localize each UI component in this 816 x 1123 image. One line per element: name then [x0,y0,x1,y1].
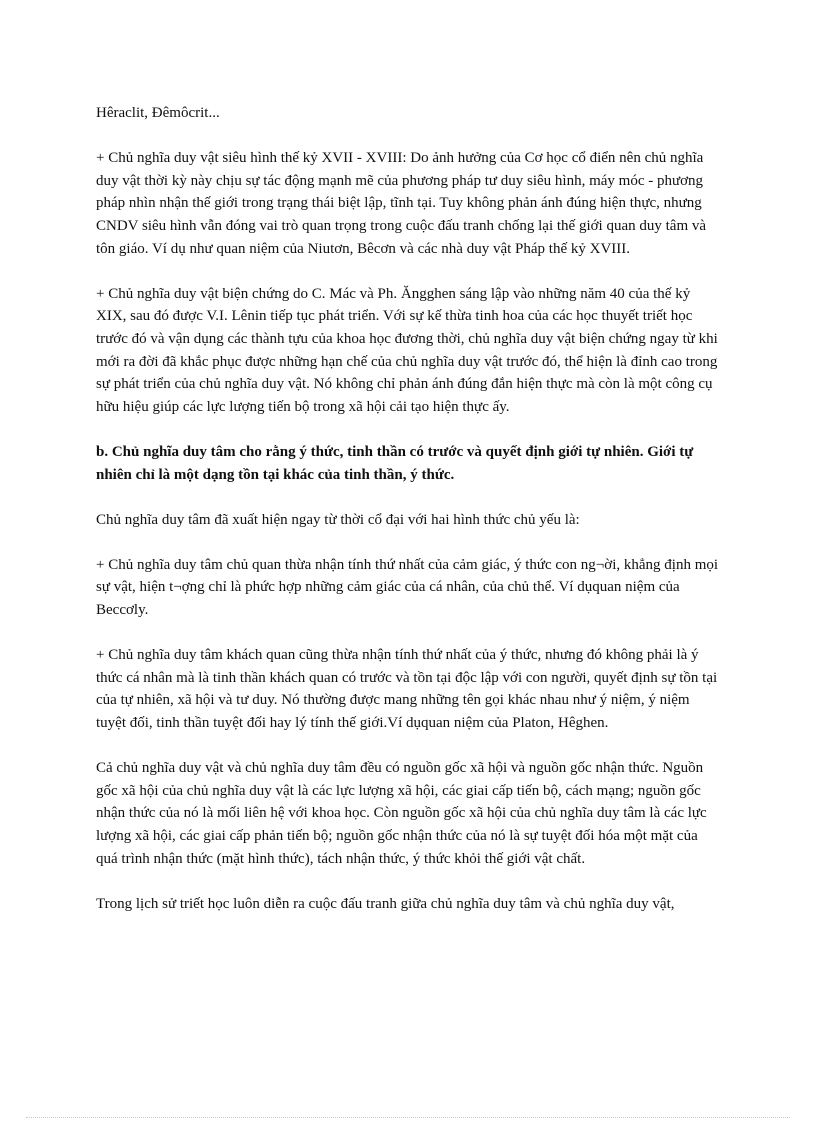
paragraph-1: Hêraclit, Đêmôcrit... [96,105,220,121]
paragraph-5: Chủ nghĩa duy tâm đã xuất hiện ngay từ thời cổ đại với hai hình thức chủ yếu là: [96,511,580,528]
paragraph-6: + Chủ nghĩa duy tâm chủ quan thừa nhận tính thứ nhất của cảm giác, ý thức con ng¬ời, khẳng định mọi sự vật, hiện t¬ợng chỉ là phức hợp những cảm giác của cá nhân, của chủ thể. Ví dụquan niệm của Beccơly. [96,556,719,619]
document-body [96,102,720,938]
paragraph-3: + Chủ nghĩa duy vật biện chứng do C. Mác và Ph. Ăngghen sáng lập vào những năm 40 của thế kỷ XIX, sau đó được V.I. Lênin tiếp tục phát triển. Với sự kế thừa tinh hoa của các học thuyết triết học trước đó và vận dụng các thành tựu của khoa học đương thời, chủ nghĩa duy vật biện chứng ngay từ khi mới ra đời đã khắc phục được những hạn chế của chủ nghĩa duy vật trước đó, thể hiện là đỉnh cao trong sự phát triển của chủ nghĩa duy vật. Nó không chỉ phản ánh đúng đắn hiện thực mà còn là một công cụ hữu hiệu giúp các lực lượng tiến bộ trong xã hội cải tạo hiện thực ấy. [96,285,718,415]
paragraph-8: Cả chủ nghĩa duy vật và chủ nghĩa duy tâm đều có nguồn gốc xã hội và nguồn gốc nhận thức. Nguồn gốc xã hội của chủ nghĩa duy vật là các lực lượng xã hội, các giai cấp tiến bộ, cách mạng; nguồn gốc nhận thức của nó là mối liên hệ với khoa học. Còn nguồn gốc xã hội của chủ nghĩa duy tâm là các lực lượng xã hội, các giai cấp phản tiến bộ; nguồn gốc nhận thức của nó là sự tuyệt đối hóa một mặt của quá trình nhận thức (mặt hình thức), tách nhận thức, ý thức khỏi thế giới vật chất. [96,760,707,867]
paragraph-9: Trong lịch sử triết học luôn diễn ra cuộc đấu tranh giữa chủ nghĩa duy tâm và chủ nghĩa duy vật, [96,895,675,912]
page-bottom-divider [26,1117,790,1118]
paragraph-7: + Chủ nghĩa duy tâm khách quan cũng thừa nhận tính thứ nhất của ý thức, nhưng đó không phải là ý thức cá nhân mà là tinh thần khách quan có trước và tồn tại độc lập với con người, quyết định sự tồn tại của tự nhiên, xã hội và tư duy. Nó thường được mang những tên gọi khác nhau như ý niệm, ý niệm tuyệt đối, tinh thần tuyệt đối hay lý tính thế giới.Ví dụquan niệm của Platon, Hêghen. [96,647,718,732]
paragraph-2: + Chủ nghĩa duy vật siêu hình thế kỷ XVII - XVIII: Do ảnh hưởng của Cơ học cổ điển nên chủ nghĩa duy vật thời kỳ này chịu sự tác động mạnh mẽ của phương pháp tư duy siêu hình, máy móc - phương pháp nhìn nhận thế giới trong trạng thái biệt lập, tĩnh tại. Tuy không phản ánh đúng hiện thực, nhưng CNDV siêu hình vẫn đóng vai trò quan trọng trong cuộc đấu tranh chống lại thế giới quan duy tâm và tôn giáo. Ví dụ như quan niệm của Niutơn, Bêcơn và các nhà duy vật Pháp thế kỷ XVIII. [96,150,707,257]
section-heading-b: b. Chủ nghĩa duy tâm cho rằng ý thức, tinh thần có trước và quyết định giới tự nhiên. Giới tự nhiên chỉ là một dạng tồn tại khác của tinh thần, ý thức. [96,443,694,483]
